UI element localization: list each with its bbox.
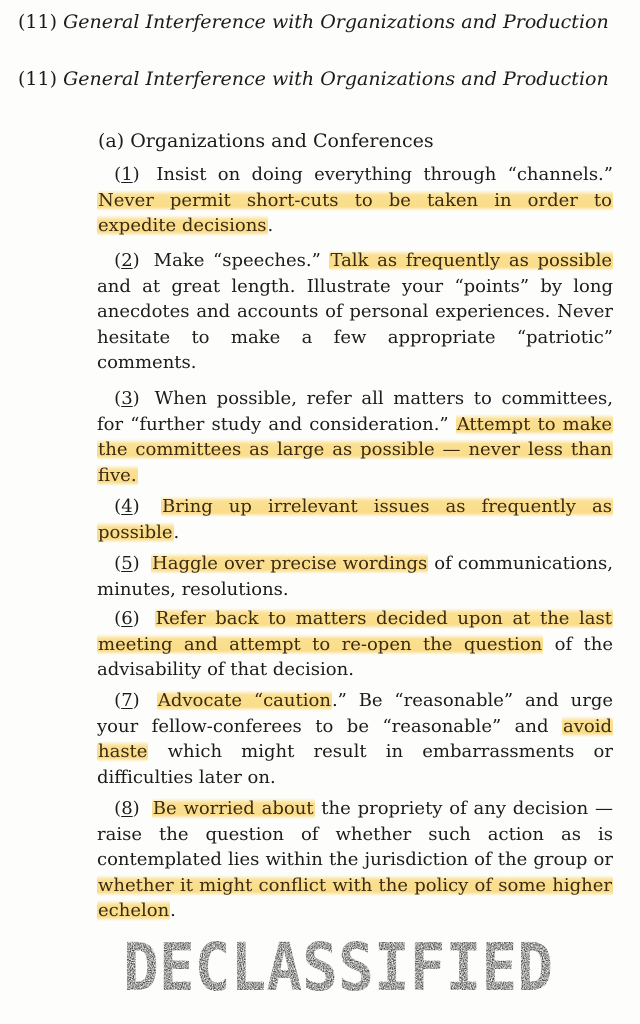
- list-item: (8) Be worried about the propriety of any decision — raise the question of whether such action as is contemplated lies within the jurisdiction of the group or whether it might conflict with the policy of some higher echelon.: [97, 798, 614, 921]
- item-number: 2: [121, 250, 133, 271]
- subsection-heading: (a) Organizations and Conferences: [98, 130, 434, 152]
- item-text-tail: .: [170, 900, 176, 921]
- item-text: When possible, refer all matters to committees, for “further study and consideration.”: [97, 388, 613, 435]
- declassified-stamp: [118, 936, 558, 996]
- highlighted-text: Refer back to matters decided upon at the last meeting and attempt to re-open the question: [98, 608, 612, 655]
- section-title: General Interference with Organizations and Production: [63, 11, 609, 33]
- list-item: (7) Advocate “caution.” Be “reasonable” and urge your fellow-conferees to be “reasonable” and avoid haste which might result in embarrassments or difficulties later on.: [97, 690, 613, 788]
- item-number: 7: [121, 690, 133, 711]
- list-item: (6) Refer back to matters decided upon at the last meeting and attempt to re-open the question of the advisability of that decision.: [97, 608, 614, 680]
- item-number: 8: [121, 798, 133, 819]
- highlighted-text-2: whether it might conflict with the policy of some higher echelon: [98, 874, 612, 921]
- item-number: 3: [121, 388, 133, 409]
- item-number: 5: [121, 553, 133, 574]
- highlighted-text: Talk as frequently as possible: [330, 250, 612, 271]
- section-heading-repeat: [18, 67, 618, 92]
- section-heading: [18, 10, 618, 35]
- item-text: Insist on doing everything through “channels.”: [156, 164, 613, 185]
- item-text: Make “speeches.”: [153, 250, 330, 271]
- list-item: (3) When possible, refer all matters to committees, for “further study and consideration.” Attempt to make the committees as large as possible — never less than five.: [97, 388, 613, 486]
- list-item: (5) Haggle over precise wordings of communications, minutes, resolutions.: [97, 553, 613, 600]
- item-text-tail: of communications, minutes, resolutions.: [97, 553, 613, 600]
- section-number: (11): [18, 11, 58, 33]
- highlighted-text: Be worried about: [152, 798, 314, 819]
- item-number: 4: [121, 496, 133, 517]
- section-number: (11): [18, 68, 58, 90]
- stamp-text: DECLASSIFIED: [123, 936, 553, 996]
- item-number: 6: [121, 608, 133, 629]
- highlighted-text-2: avoid haste: [98, 715, 612, 762]
- section-title: General Interference with Organizations and Production: [63, 68, 609, 90]
- item-text-tail: .: [267, 215, 274, 236]
- highlighted-text: Never permit short-cuts to be taken in order to expedite decisions: [98, 189, 612, 236]
- highlighted-text: Advocate “caution: [157, 690, 331, 711]
- item-text-tail: of the advisability of that decision.: [97, 633, 614, 680]
- list-item: (1) Insist on doing everything through “channels.” Never permit short-cuts to be taken in order to expedite decisions.: [97, 164, 613, 236]
- highlighted-text: Attempt to make the committees as large as possible — never less than five.: [98, 413, 612, 486]
- list-item: (2) Make “speeches.” Talk as frequently as possible and at great length. Illustrate your “points” by long anecdotes and accounts of personal experiences. Never hesitate to make a few appropriate “patriotic” comments.: [97, 250, 613, 373]
- item-text-tail: .: [173, 521, 180, 543]
- list-item: (4) Bring up irrelevant issues as frequently as possible.: [97, 496, 612, 543]
- item-text-middle: the propriety of any decision — raise the question of whether such action as is contemplated lies within the jurisdiction of the group or: [97, 798, 614, 870]
- item-text-tail: and at great length. Illustrate your “points” by long anecdotes and accounts of personal experiences. Never hesitate to make a few appropriate “patriotic” comments.: [97, 275, 613, 373]
- item-number: 1: [121, 164, 133, 185]
- highlighted-text: Bring up irrelevant issues as frequently as possible: [98, 496, 612, 543]
- highlighted-text: Haggle over precise wordings: [152, 553, 428, 574]
- item-text-middle: .” Be “reasonable” and urge your fellow-conferees to be “reasonable” and: [97, 690, 613, 737]
- item-text-tail: which might result in embarrassments or difficulties later on.: [97, 741, 613, 788]
